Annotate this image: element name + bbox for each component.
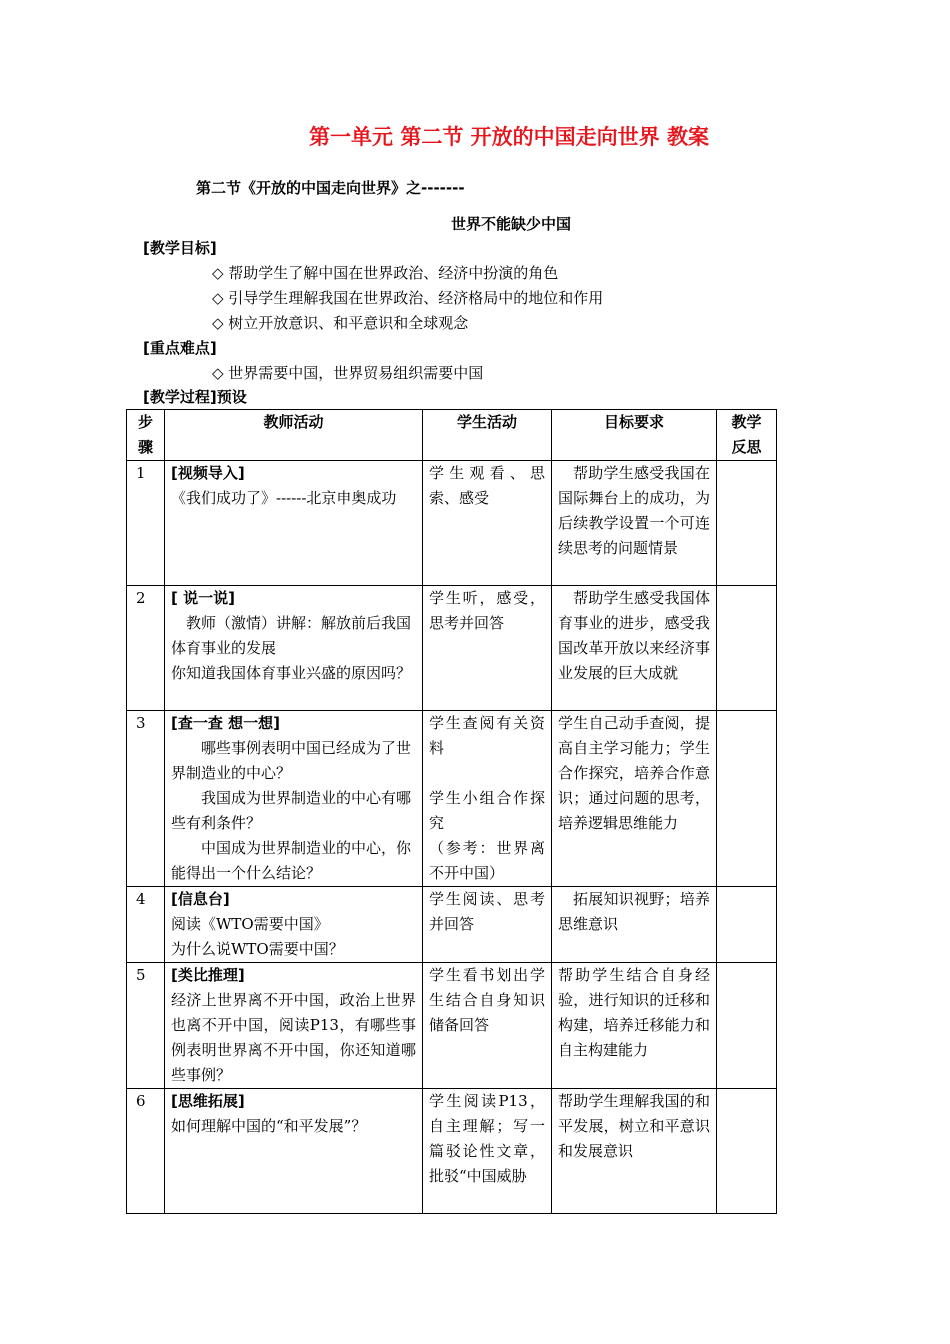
header-step: 步骤	[127, 410, 165, 461]
goal-item: ◇ 引导学生理解我国在世界政治、经济格局中的地位和作用	[212, 289, 604, 307]
lesson-process-table	[126, 409, 777, 1214]
student-activity: 学生阅读、思考并回答	[423, 887, 552, 963]
key-points-heading: [重点难点]	[143, 339, 217, 357]
teacher-activity	[165, 963, 423, 1089]
table-row	[127, 711, 777, 887]
goal-requirement: 帮助学生理解我国的和平发展，树立和平意识和发展意识	[552, 1089, 717, 1214]
student-text: （参考：世界离不开中国）	[429, 839, 545, 882]
teaching-reflection	[717, 586, 777, 711]
teacher-text: 阅读《WTO需要中国》	[171, 915, 329, 933]
teacher-text: 我国成为世界制造业的中心有哪些有利条件？	[171, 789, 412, 832]
goal-requirement: 拓展知识视野；培养思维意识	[552, 887, 717, 963]
header-teacher: 教师活动	[165, 410, 423, 461]
teacher-text: 经济上世界离不开中国，政治上世界也离不开中国，阅读P13，有哪些事例表明世界离不开中国，你还知道哪些事例？	[171, 991, 416, 1084]
key-point-item: ◇ 世界需要中国，世界贸易组织需要中国	[212, 364, 484, 382]
step-number: 1	[127, 461, 165, 586]
student-activity: 学生观看、思索、感受	[423, 461, 552, 586]
header-goal: 目标要求	[552, 410, 717, 461]
table-header-row	[127, 410, 777, 461]
step-number: 4	[127, 887, 165, 963]
section-label: [查一查 想一想]	[171, 714, 280, 732]
teacher-text: 中国成为世界制造业的中心，你能得出一个什么结论？	[171, 839, 412, 882]
teaching-reflection	[717, 711, 777, 887]
table-row	[127, 586, 777, 711]
student-activity: 学生阅读P13，自主理解；写一篇驳论性文章，批驳“中国威胁	[423, 1089, 552, 1214]
step-number: 5	[127, 963, 165, 1089]
teacher-activity	[165, 461, 423, 586]
student-activity: 学生看书划出学生结合自身知识储备回答	[423, 963, 552, 1089]
table-row	[127, 887, 777, 963]
process-heading: [教学过程]预设	[143, 388, 247, 406]
student-activity: 学生听，感受，思考并回答	[423, 586, 552, 711]
teacher-activity	[165, 887, 423, 963]
goal-requirement: 帮助学生感受我国在国际舞台上的成功，为后续教学设置一个可连续思考的问题情景	[552, 461, 717, 586]
section-label: [视频导入]	[171, 464, 245, 482]
step-number: 2	[127, 586, 165, 711]
section-subtitle: 第二节《开放的中国走向世界》之-------	[196, 179, 465, 197]
header-reflection: 教学反思	[717, 410, 777, 461]
teaching-reflection	[717, 963, 777, 1089]
section-label: [思维拓展]	[171, 1092, 245, 1110]
step-number: 6	[127, 1089, 165, 1214]
section-label: [类比推理]	[171, 966, 245, 984]
header-student: 学生活动	[423, 410, 552, 461]
teacher-text: 你知道我国体育事业兴盛的原因吗？	[171, 664, 412, 682]
table-row	[127, 461, 777, 586]
goal-item: ◇ 帮助学生了解中国在世界政治、经济中扮演的角色	[212, 264, 559, 282]
step-number: 3	[127, 711, 165, 887]
teacher-text: 教师（激情）讲解：解放前后我国体育事业的发展	[171, 614, 412, 657]
goal-requirement: 学生自己动手查阅，提高自主学习能力；学生合作探究，培养合作意识；通过问题的思考，培养逻辑思维能力	[552, 711, 717, 887]
teacher-activity	[165, 711, 423, 887]
student-activity	[423, 711, 552, 887]
goal-requirement: 帮助学生感受我国体育事业的进步，感受我国改革开放以来经济事业发展的巨大成就	[552, 586, 717, 711]
teaching-reflection	[717, 461, 777, 586]
goal-item: ◇ 树立开放意识、和平意识和全球观念	[212, 314, 469, 332]
table-row	[127, 1089, 777, 1214]
teaching-reflection	[717, 1089, 777, 1214]
section-label: [ 说一说]	[171, 589, 235, 607]
teacher-text: 《我们成功了》------北京申奥成功	[171, 489, 397, 507]
teacher-activity	[165, 586, 423, 711]
teacher-activity	[165, 1089, 423, 1214]
teacher-text: 为什么说WTO需要中国？	[171, 940, 344, 958]
teacher-text: 哪些事例表明中国已经成为了世界制造业的中心？	[171, 739, 412, 782]
teacher-text: 如何理解中国的“和平发展”？	[171, 1117, 367, 1135]
section-label: [信息台]	[171, 890, 230, 908]
page-title: 第一单元 第二节 开放的中国走向世界 教案	[309, 125, 709, 149]
goal-requirement: 帮助学生结合自身经验，进行知识的迁移和构建，培养迁移能力和自主构建能力	[552, 963, 717, 1089]
table-row	[127, 963, 777, 1089]
teaching-reflection	[717, 887, 777, 963]
student-text: 学生小组合作探究	[429, 789, 545, 832]
goals-heading: [教学目标]	[143, 239, 217, 257]
lesson-topic: 世界不能缺少中国	[451, 215, 572, 233]
student-text: 学生查阅有关资料	[429, 714, 545, 757]
